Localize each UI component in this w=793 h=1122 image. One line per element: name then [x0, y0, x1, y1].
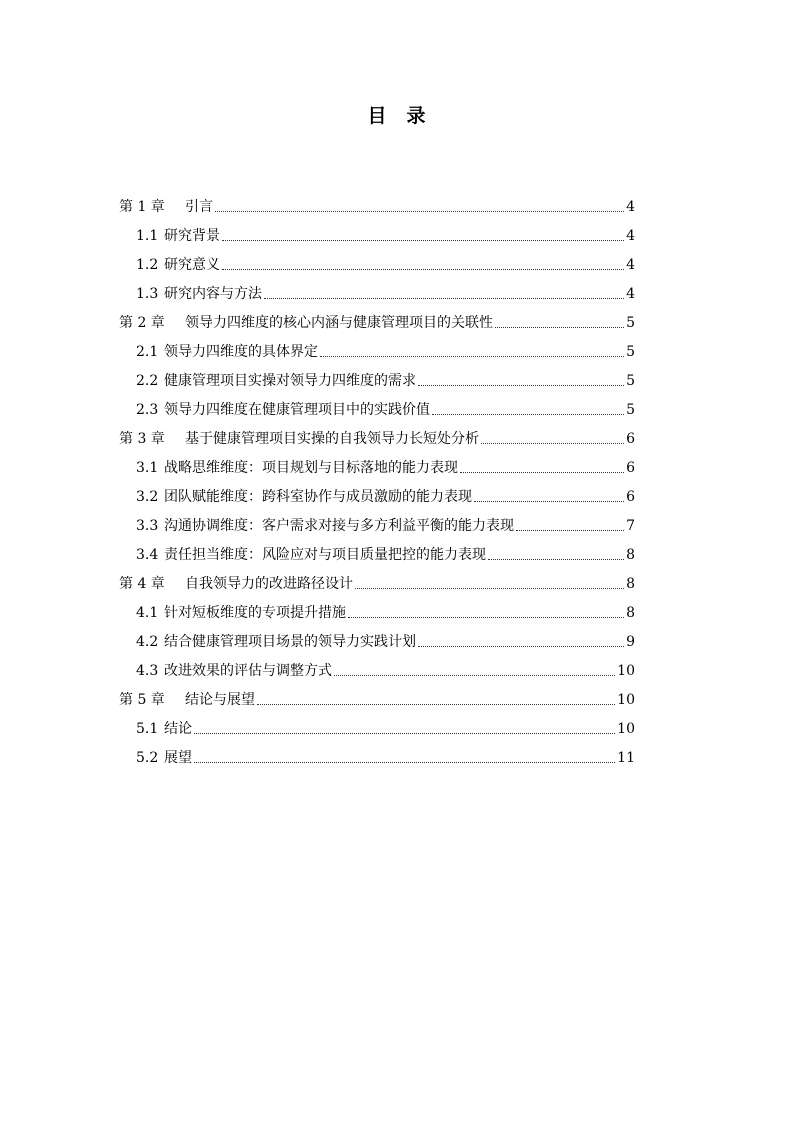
entry-page-number: 4 — [626, 286, 635, 302]
entry-title: 结合健康管理项目场景的领导力实践计划 — [164, 634, 416, 650]
toc-chapter-entry[interactable] — [119, 565, 635, 594]
dot-leader — [418, 646, 624, 647]
entry-page-number: 11 — [617, 750, 635, 766]
toc-chapter-entry[interactable] — [119, 420, 635, 449]
entry-title: 领导力四维度的具体界定 — [164, 344, 318, 360]
dot-leader — [215, 211, 624, 212]
entry-number: 3.1 — [136, 460, 159, 476]
entry-number: 第 2 章 — [119, 315, 165, 331]
entry-number: 2.2 — [136, 373, 159, 389]
entry-title: 研究背景 — [164, 228, 220, 244]
entry-number: 第 4 章 — [119, 576, 165, 592]
dot-leader — [418, 385, 624, 386]
toc-section-entry[interactable] — [119, 333, 635, 362]
entry-page-number: 10 — [617, 721, 635, 737]
entry-number: 3.2 — [136, 489, 159, 505]
entry-page-number: 7 — [626, 518, 635, 534]
toc-section-entry[interactable] — [119, 478, 635, 507]
entry-number: 4.2 — [136, 634, 159, 650]
entry-number: 第 5 章 — [119, 692, 165, 708]
dot-leader — [474, 501, 624, 502]
entry-number: 第 3 章 — [119, 431, 165, 447]
entry-title: 结论与展望 — [185, 692, 255, 708]
entry-page-number: 10 — [617, 692, 635, 708]
entry-title: 研究内容与方法 — [164, 286, 262, 302]
entry-title: 领导力四维度在健康管理项目中的实践价值 — [164, 402, 430, 418]
entry-title: 展望 — [164, 750, 192, 766]
dot-leader — [320, 356, 624, 357]
entry-title: 团队赋能维度：跨科室协作与成员激励的能力表现 — [164, 489, 472, 505]
entry-title: 基于健康管理项目实操的自我领导力长短处分析 — [185, 431, 479, 447]
toc-section-entry[interactable] — [119, 217, 635, 246]
entry-title: 战略思维维度：项目规划与目标落地的能力表现 — [164, 460, 458, 476]
entry-title: 结论 — [164, 721, 192, 737]
entry-page-number: 6 — [626, 460, 635, 476]
dot-leader — [460, 472, 624, 473]
entry-page-number: 4 — [626, 228, 635, 244]
entry-page-number: 4 — [626, 257, 635, 273]
entry-title: 健康管理项目实操对领导力四维度的需求 — [164, 373, 416, 389]
entry-page-number: 9 — [626, 634, 635, 650]
dot-leader — [264, 298, 624, 299]
entry-page-number: 5 — [626, 402, 635, 418]
entry-title: 研究意义 — [164, 257, 220, 273]
toc-section-entry[interactable] — [119, 739, 635, 768]
toc-section-entry[interactable] — [119, 391, 635, 420]
toc-chapter-entry[interactable] — [119, 681, 635, 710]
entry-page-number: 8 — [626, 576, 635, 592]
dot-leader — [194, 762, 615, 763]
entry-number: 4.3 — [136, 663, 159, 679]
entry-page-number: 4 — [626, 199, 635, 215]
toc-chapter-entry[interactable] — [119, 188, 635, 217]
toc-section-entry[interactable] — [119, 275, 635, 304]
entry-title: 针对短板维度的专项提升措施 — [164, 605, 346, 621]
entry-number: 1.3 — [136, 286, 159, 302]
page-title — [0, 104, 793, 128]
entry-number: 3.3 — [136, 518, 159, 534]
entry-page-number: 8 — [626, 547, 635, 563]
entry-page-number: 10 — [617, 663, 635, 679]
toc-section-entry[interactable] — [119, 594, 635, 623]
toc-section-entry[interactable] — [119, 246, 635, 275]
dot-leader — [516, 530, 624, 531]
dot-leader — [348, 617, 624, 618]
toc-section-entry[interactable] — [119, 362, 635, 391]
entry-number: 1.2 — [136, 257, 159, 273]
dot-leader — [194, 733, 615, 734]
toc-section-entry[interactable] — [119, 449, 635, 478]
dot-leader — [257, 704, 615, 705]
entry-page-number: 5 — [626, 373, 635, 389]
entry-title: 沟通协调维度：客户需求对接与多方利益平衡的能力表现 — [164, 518, 514, 534]
toc-section-entry[interactable] — [119, 536, 635, 565]
title-char-1: 目 — [367, 105, 387, 127]
table-of-contents — [119, 188, 635, 768]
toc-chapter-entry[interactable] — [119, 304, 635, 333]
dot-leader — [334, 675, 615, 676]
toc-section-entry[interactable] — [119, 507, 635, 536]
dot-leader — [481, 443, 624, 444]
toc-section-entry[interactable] — [119, 623, 635, 652]
entry-title: 责任担当维度：风险应对与项目质量把控的能力表现 — [164, 547, 486, 563]
entry-page-number: 6 — [626, 431, 635, 447]
entry-number: 3.4 — [136, 547, 159, 563]
dot-leader — [222, 240, 624, 241]
dot-leader — [222, 269, 624, 270]
entry-page-number: 6 — [626, 489, 635, 505]
dot-leader — [432, 414, 624, 415]
title-char-2: 录 — [406, 105, 426, 127]
entry-title: 改进效果的评估与调整方式 — [164, 663, 332, 679]
entry-page-number: 5 — [626, 315, 635, 331]
entry-number: 5.2 — [136, 750, 159, 766]
entry-page-number: 8 — [626, 605, 635, 621]
entry-page-number: 5 — [626, 344, 635, 360]
dot-leader — [355, 588, 624, 589]
entry-number: 1.1 — [136, 228, 159, 244]
entry-number: 2.1 — [136, 344, 159, 360]
dot-leader — [488, 559, 624, 560]
dot-leader — [495, 327, 624, 328]
toc-section-entry[interactable] — [119, 710, 635, 739]
entry-number: 2.3 — [136, 402, 159, 418]
entry-title: 领导力四维度的核心内涵与健康管理项目的关联性 — [185, 315, 493, 331]
entry-title: 引言 — [185, 199, 213, 215]
entry-number: 4.1 — [136, 605, 159, 621]
entry-title: 自我领导力的改进路径设计 — [185, 576, 353, 592]
entry-number: 第 1 章 — [119, 199, 165, 215]
toc-section-entry[interactable] — [119, 652, 635, 681]
entry-number: 5.1 — [136, 721, 159, 737]
